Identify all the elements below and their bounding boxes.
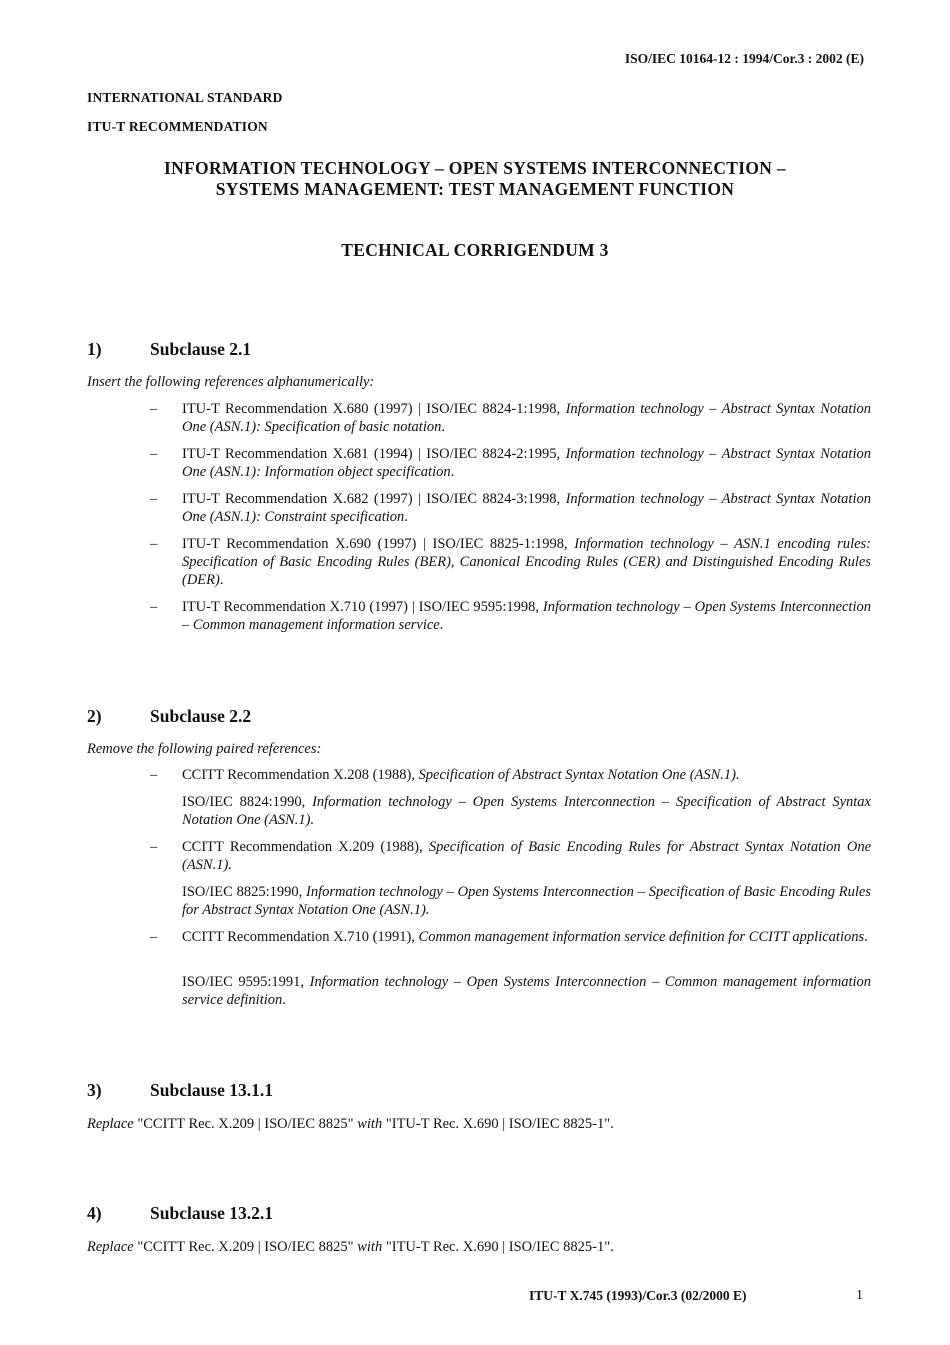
title-line-2: SYSTEMS MANAGEMENT: TEST MANAGEMENT FUNCTION — [215, 179, 735, 199]
list-dash: – — [150, 839, 158, 855]
paired-reference — [182, 973, 871, 1009]
section-intro-1: Insert the following references alphanumerically: — [87, 374, 375, 390]
section-title: Subclause 2.2 — [150, 706, 252, 726]
header-reference: ISO/IEC 10164-12 : 1994/Cor.3 : 2002 (E) — [624, 51, 864, 66]
list-dash: – — [150, 929, 158, 945]
reference-id: CCITT Recommendation X.209 (1988), — [182, 839, 429, 855]
document-title — [87, 158, 863, 200]
reference-item — [150, 490, 871, 526]
document-subtitle: TECHNICAL CORRIGENDUM 3 — [341, 240, 609, 260]
section-intro-2: Remove the following paired references: — [87, 741, 322, 757]
reference-id: ITU-T Recommendation X.690 (1997) | ISO/IEC 8825-1:1998, — [182, 536, 575, 552]
section-number: 3) — [87, 1080, 102, 1100]
reference-id: ISO/IEC 9595:1991, — [182, 974, 310, 990]
list-dash: – — [150, 491, 158, 507]
reference-id: CCITT Recommendation X.208 (1988), — [182, 767, 419, 783]
removed-reference-item — [150, 928, 871, 946]
reference-end: . — [404, 509, 408, 525]
section-number: 2) — [87, 706, 102, 726]
standard-label: INTERNATIONAL STANDARD — [87, 90, 283, 105]
paired-reference — [182, 883, 871, 919]
section-number: 4) — [87, 1203, 102, 1223]
recommendation-label: ITU-T RECOMMENDATION — [87, 119, 268, 134]
reference-title: Information technology – Abstract Syntax Notation One (ASN.1): Specification of basic notation — [182, 401, 871, 435]
reference-title: Information technology – Open Systems Interconnection – Common management information service — [182, 599, 871, 633]
replace-verb: Replace — [87, 1239, 134, 1255]
paired-reference — [182, 793, 871, 829]
section-title: Subclause 13.1.1 — [150, 1080, 274, 1100]
section-heading-2 — [87, 707, 251, 725]
reference-title: Information technology – Open Systems Interconnection – Specification of Abstract Syntax Notation One (ASN.1). — [182, 794, 871, 828]
reference-title: Specification of Basic Encoding Rules for Abstract Syntax Notation One (ASN.1). — [182, 839, 871, 873]
section-title: Subclause 13.2.1 — [150, 1203, 274, 1223]
reference-title: Information technology – ASN.1 encoding rules: Specification of Basic Encoding Rules (BER), Canonical Encoding Rules (CER) and Distinguished Encoding Rules (DER) — [182, 536, 872, 588]
section-number: 1) — [87, 339, 102, 359]
removed-reference-item — [150, 838, 871, 874]
section-heading-1 — [87, 340, 251, 358]
reference-id: ITU-T Recommendation X.710 (1997) | ISO/IEC 9595:1998, — [182, 599, 543, 615]
reference-end: . — [219, 572, 224, 588]
old-text: "CCITT Rec. X.209 | ISO/IEC 8825" — [133, 1116, 358, 1132]
list-dash: – — [150, 401, 158, 417]
reference-title: Information technology – Abstract Syntax Notation One (ASN.1): Constraint specification — [182, 491, 871, 525]
reference-title: Information technology – Open Systems Interconnection – Specification of Basic Encoding Rules for Abstract Syntax Notation One (ASN.1). — [182, 884, 871, 918]
reference-title: Common management information service definition for CCITT applications — [418, 929, 865, 945]
reference-id: ITU-T Recommendation X.682 (1997) | ISO/IEC 8824-3:1998, — [182, 491, 566, 507]
list-dash: – — [150, 767, 158, 783]
reference-end: . — [439, 617, 444, 633]
reference-end: . — [282, 992, 286, 1008]
reference-title: Information technology – Abstract Syntax Notation One (ASN.1): Information object specification — [182, 446, 871, 480]
reference-item — [150, 445, 871, 481]
reference-id: ISO/IEC 8825:1990, — [182, 884, 307, 900]
reference-id: CCITT Recommendation X.710 (1991), — [182, 929, 419, 945]
replace-instruction — [87, 1115, 614, 1133]
section-heading-3 — [87, 1081, 273, 1099]
section-title: Subclause 2.1 — [150, 339, 252, 359]
reference-item — [150, 598, 871, 634]
list-dash: – — [150, 446, 158, 462]
title-line-1: INFORMATION TECHNOLOGY – OPEN SYSTEMS INTERCONNECTION – — [164, 158, 786, 178]
reference-id: ISO/IEC 8824:1990, — [182, 794, 313, 810]
list-dash: – — [150, 536, 158, 552]
new-text: "ITU-T Rec. X.690 | ISO/IEC 8825-1". — [382, 1116, 614, 1132]
reference-item — [150, 400, 871, 436]
reference-title: Specification of Abstract Syntax Notation One (ASN.1). — [418, 767, 740, 783]
reference-end: . — [864, 929, 868, 945]
replace-verb: Replace — [87, 1116, 134, 1132]
reference-end: . — [450, 464, 455, 480]
with-word: with — [357, 1239, 383, 1255]
reference-id: ITU-T Recommendation X.681 (1994) | ISO/IEC 8824-2:1995, — [182, 446, 566, 462]
reference-id: ITU-T Recommendation X.680 (1997) | ISO/IEC 8824-1:1998, — [182, 401, 566, 417]
page-number: 1 — [856, 1288, 863, 1303]
reference-item — [150, 535, 871, 589]
reference-title: Information technology – Open Systems Interconnection – Common management information service definition — [182, 974, 872, 1008]
section-heading-4 — [87, 1204, 273, 1222]
replace-instruction — [87, 1238, 614, 1256]
new-text: "ITU-T Rec. X.690 | ISO/IEC 8825-1". — [382, 1239, 614, 1255]
old-text: "CCITT Rec. X.209 | ISO/IEC 8825" — [133, 1239, 358, 1255]
reference-end: . — [441, 419, 445, 435]
footer-reference: ITU-T X.745 (1993)/Cor.3 (02/2000 E) — [529, 1288, 747, 1303]
list-dash: – — [150, 599, 158, 615]
removed-reference-item — [150, 766, 871, 784]
with-word: with — [357, 1116, 383, 1132]
